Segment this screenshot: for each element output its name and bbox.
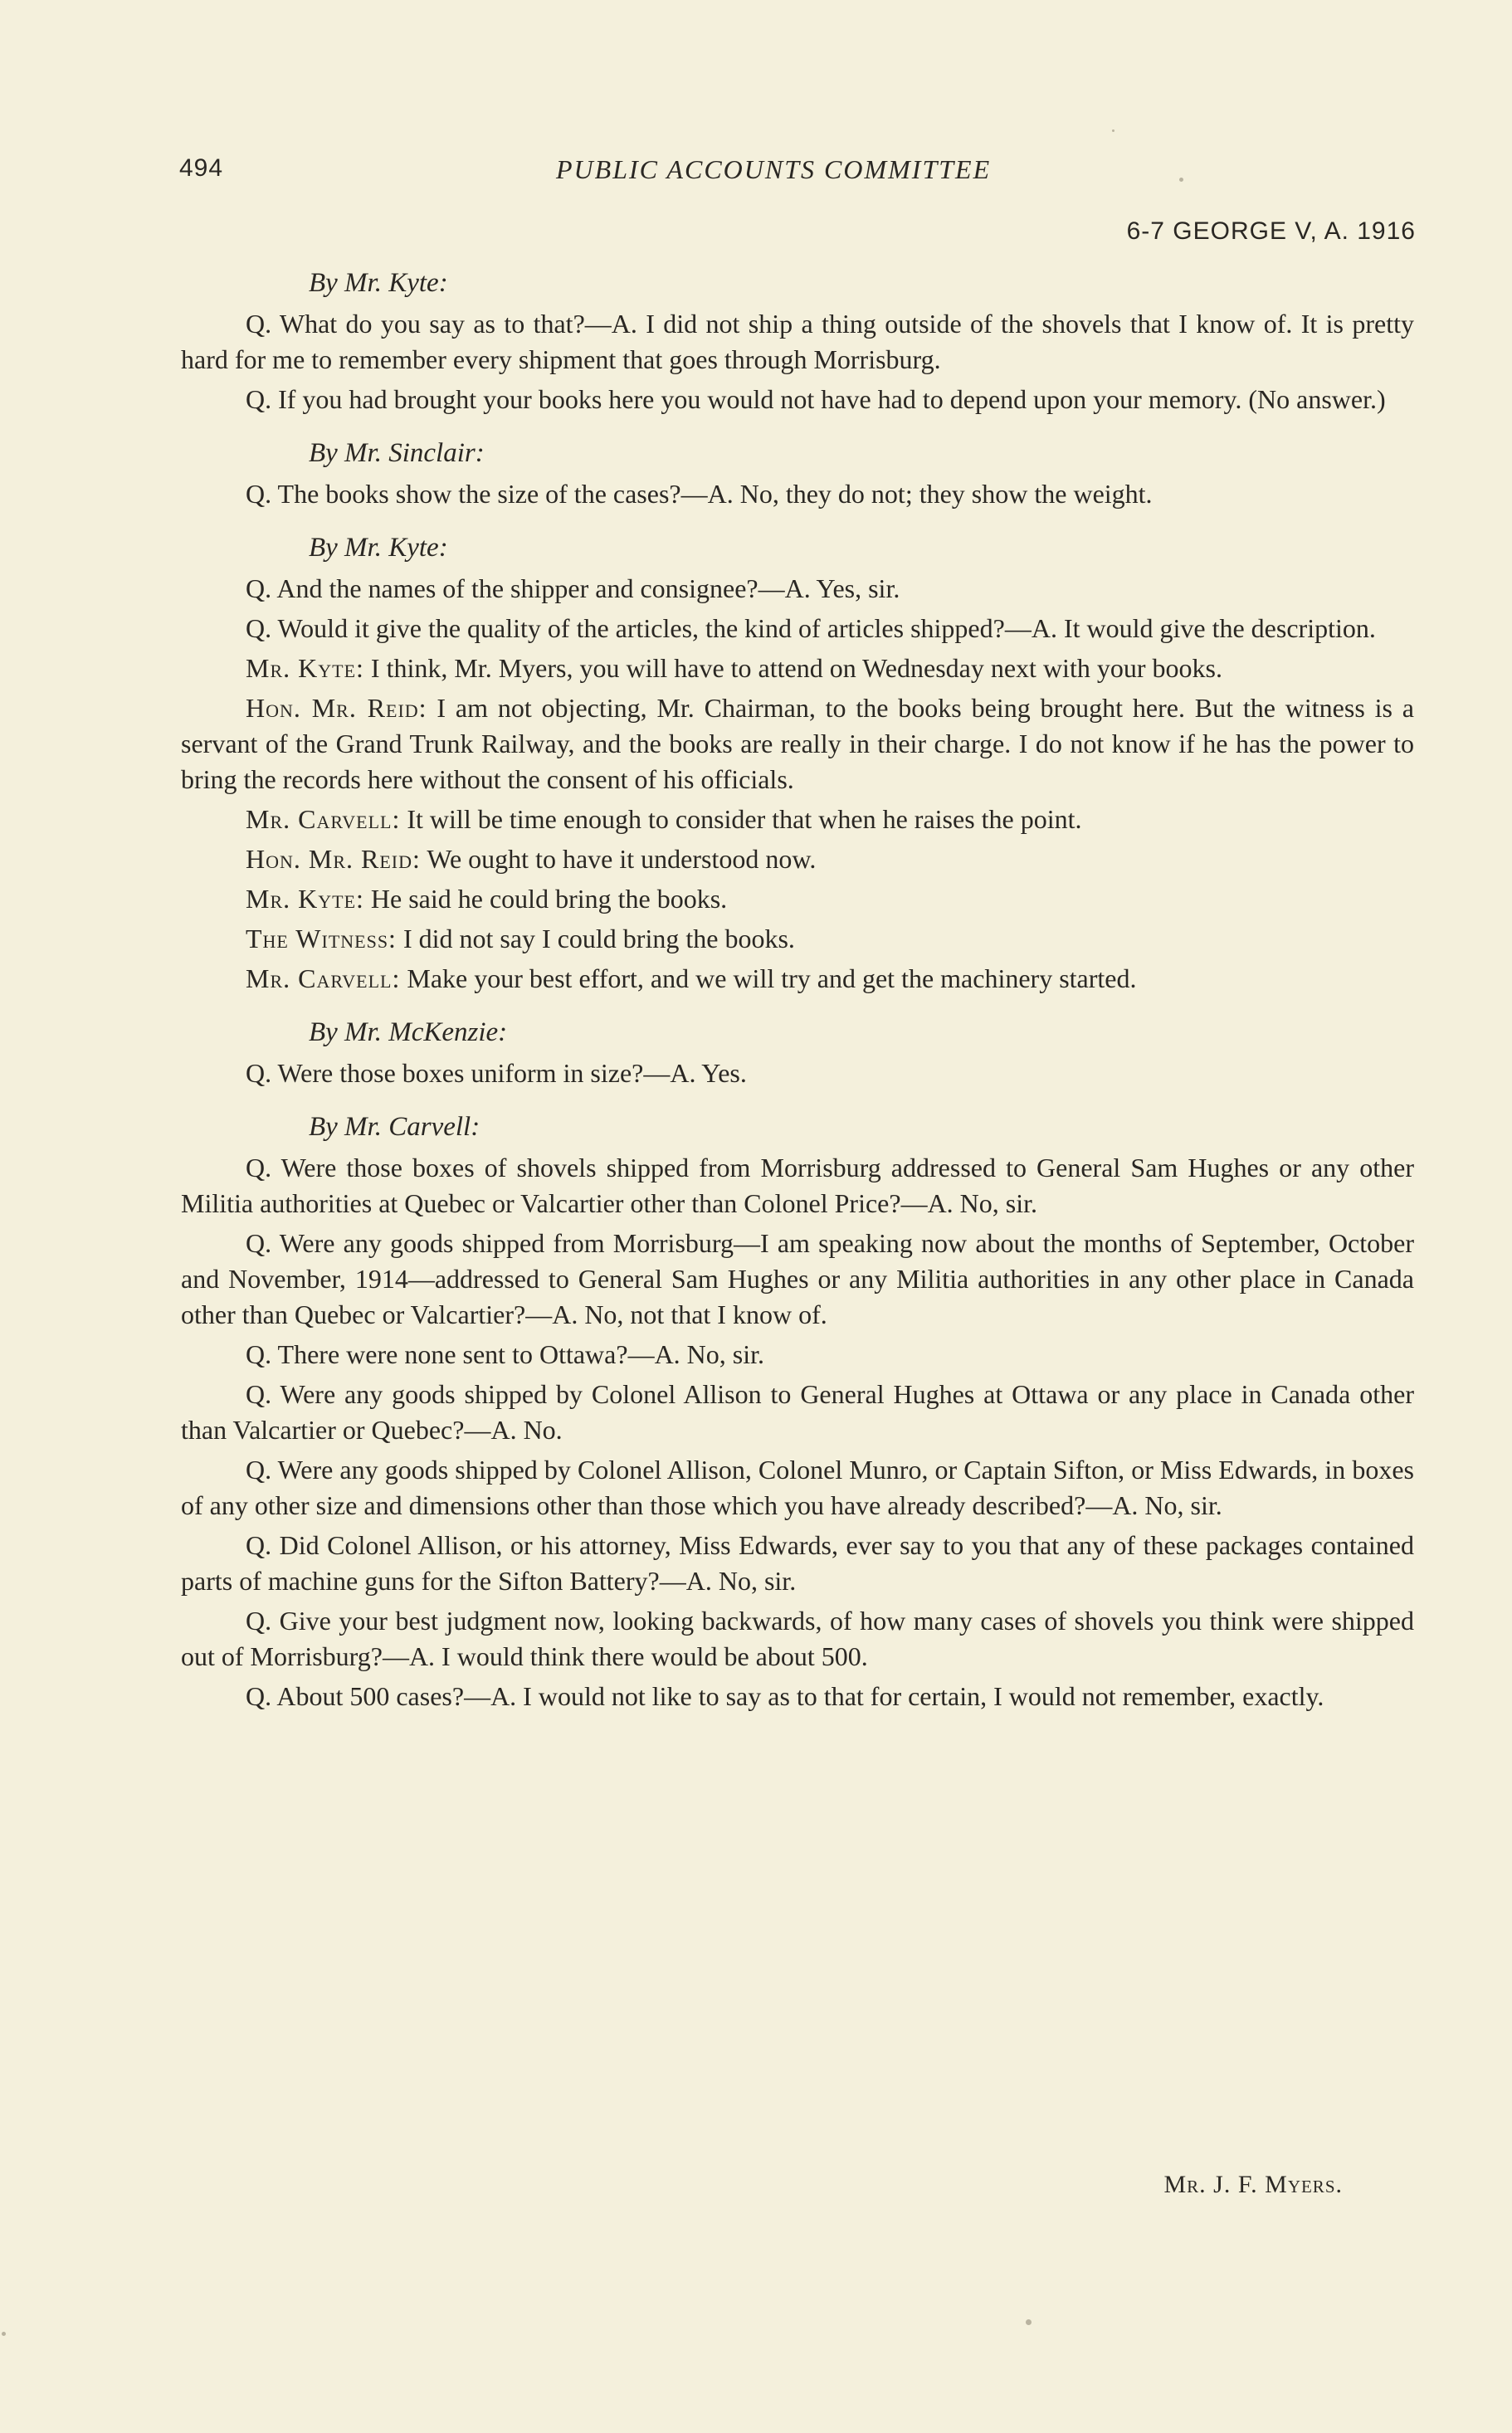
session-line: 6-7 GEORGE V, A. 1916 [1126, 217, 1416, 245]
speaker-statement [181, 961, 1414, 997]
speaker-statement [181, 690, 1414, 797]
speaker-statement [181, 881, 1414, 917]
paper-speck [1112, 129, 1114, 132]
question-answer [181, 1150, 1414, 1221]
paragraph-text: I think, Mr. Myers, you will have to attend on Wednesday next with your books. [363, 653, 1222, 683]
paragraph-text: It will be time enough to consider that when he raises the point. [400, 804, 1082, 834]
speaker-statement [181, 921, 1414, 957]
paper-speck [2, 2332, 6, 2336]
speaker-name: Hon. Mr. Reid: [246, 844, 421, 874]
speaker-statement [181, 841, 1414, 877]
paper-speck [1026, 2319, 1032, 2325]
paragraph-text: Q. Give your best judgment now, looking backwards, of how many cases of shovels you think were shipped out of Morrisburg?—A. I would think there would be about 500. [181, 1606, 1414, 1671]
speaker-name: Mr. Kyte: [246, 653, 364, 683]
question-answer [181, 1452, 1414, 1524]
page-header [179, 154, 1416, 196]
examiner-heading: By Mr. Kyte: [309, 268, 448, 298]
speaker-name: Mr. Carvell: [246, 804, 401, 834]
examiner-heading: By Mr. Carvell: [309, 1112, 480, 1142]
question-answer [181, 1226, 1414, 1333]
paper-speck [1179, 178, 1183, 182]
examiner-heading: By Mr. Sinclair: [309, 438, 485, 468]
paragraph-text: Q. Did Colonel Allison, or his attorney, Miss Edwards, ever say to you that any of these packages contained parts of machine guns for the Sifton Battery?—A. No, sir. [181, 1530, 1414, 1596]
paragraph-text: I am not objecting, Mr. Chairman, to the books being brought here. But the witness is a servant of the Grand Trunk Railway, and the books are really in their charge. I do not know if he has the power to bring the records here without the consent of his officials. [181, 693, 1415, 794]
speaker-statement [181, 802, 1414, 837]
question-answer [181, 1679, 1414, 1714]
paragraph-text: I did not say I could bring the books. [396, 924, 795, 953]
question-answer [181, 1377, 1414, 1448]
question-answer [181, 476, 1414, 512]
speaker-name: Mr. Kyte: [246, 884, 364, 914]
paragraph-text: Q. Were any goods shipped from Morrisburg—I am speaking now about the months of September, October and November, 1914—addressed to General Sam Hughes or any Militia authorities in any other place in Canada other than Quebec or Valcartier?—A. No, not that I know of. [181, 1228, 1414, 1329]
question-answer [181, 1056, 1414, 1091]
paragraph-text: Q. And the names of the shipper and consignee?—A. Yes, sir. [246, 573, 900, 603]
question-answer [181, 1337, 1414, 1373]
paragraph-text: Q. The books show the size of the cases?—A. No, they do not; they show the weight. [246, 479, 1153, 509]
speaker-name: The Witness: [246, 924, 397, 953]
paragraph-text: Q. If you had brought your books here you would not have had to depend upon your memory. (No answer.) [246, 384, 1386, 414]
question-answer [181, 1603, 1414, 1675]
paragraph-text: Q. Were any goods shipped by Colonel Allison to General Hughes at Ottawa or any place in Canada other than Valcartier or Quebec?—A. No. [181, 1379, 1414, 1445]
paragraph-text: Q. Were those boxes uniform in size?—A. Yes. [246, 1058, 747, 1088]
running-head: PUBLIC ACCOUNTS COMMITTEE [556, 154, 992, 184]
paragraph-text: Q. Were those boxes of shovels shipped from Morrisburg addressed to General Sam Hughes or any other Militia authorities at Quebec or Valcartier other than Colonel Price?—A. No, sir. [181, 1153, 1414, 1218]
speaker-name: Hon. Mr. Reid: [246, 693, 427, 723]
paragraph-text: Q. There were none sent to Ottawa?—A. No, sir. [246, 1339, 765, 1369]
paragraph-text: Q. About 500 cases?—A. I would not like to say as to that for certain, I would not remember, exactly. [246, 1681, 1324, 1711]
question-answer [181, 306, 1414, 378]
paragraph-text: We ought to have it understood now. [420, 844, 817, 874]
speaker-name: Mr. Carvell: [246, 963, 401, 993]
speaker-statement [181, 651, 1414, 686]
paragraph-text: Q. Were any goods shipped by Colonel Allison, Colonel Munro, or Captain Sifton, or Miss Edwards, in boxes of any other size and dimensions other than those which you have already described?—A. No, sir. [181, 1455, 1414, 1520]
document-body [181, 266, 1414, 1719]
question-answer [181, 571, 1414, 607]
witness-signature-line: Mr. J. F. Myers. [1163, 2171, 1343, 2198]
paragraph-text: Q. Would it give the quality of the articles, the kind of articles shipped?—A. It would give the description. [246, 613, 1376, 643]
question-answer [181, 382, 1414, 417]
question-answer [181, 1528, 1414, 1599]
paragraph-text: Q. What do you say as to that?—A. I did not ship a thing outside of the shovels that I know of. It is pretty hard for me to remember every shipment that goes through Morrisburg. [181, 309, 1414, 374]
question-answer [181, 611, 1414, 646]
examiner-heading: By Mr. McKenzie: [309, 1017, 508, 1047]
examiner-heading: By Mr. Kyte: [309, 533, 448, 563]
paragraph-text: Make your best effort, and we will try and get the machinery started. [400, 963, 1137, 993]
paragraph-text: He said he could bring the books. [363, 884, 728, 914]
page-number: 494 [179, 154, 224, 182]
